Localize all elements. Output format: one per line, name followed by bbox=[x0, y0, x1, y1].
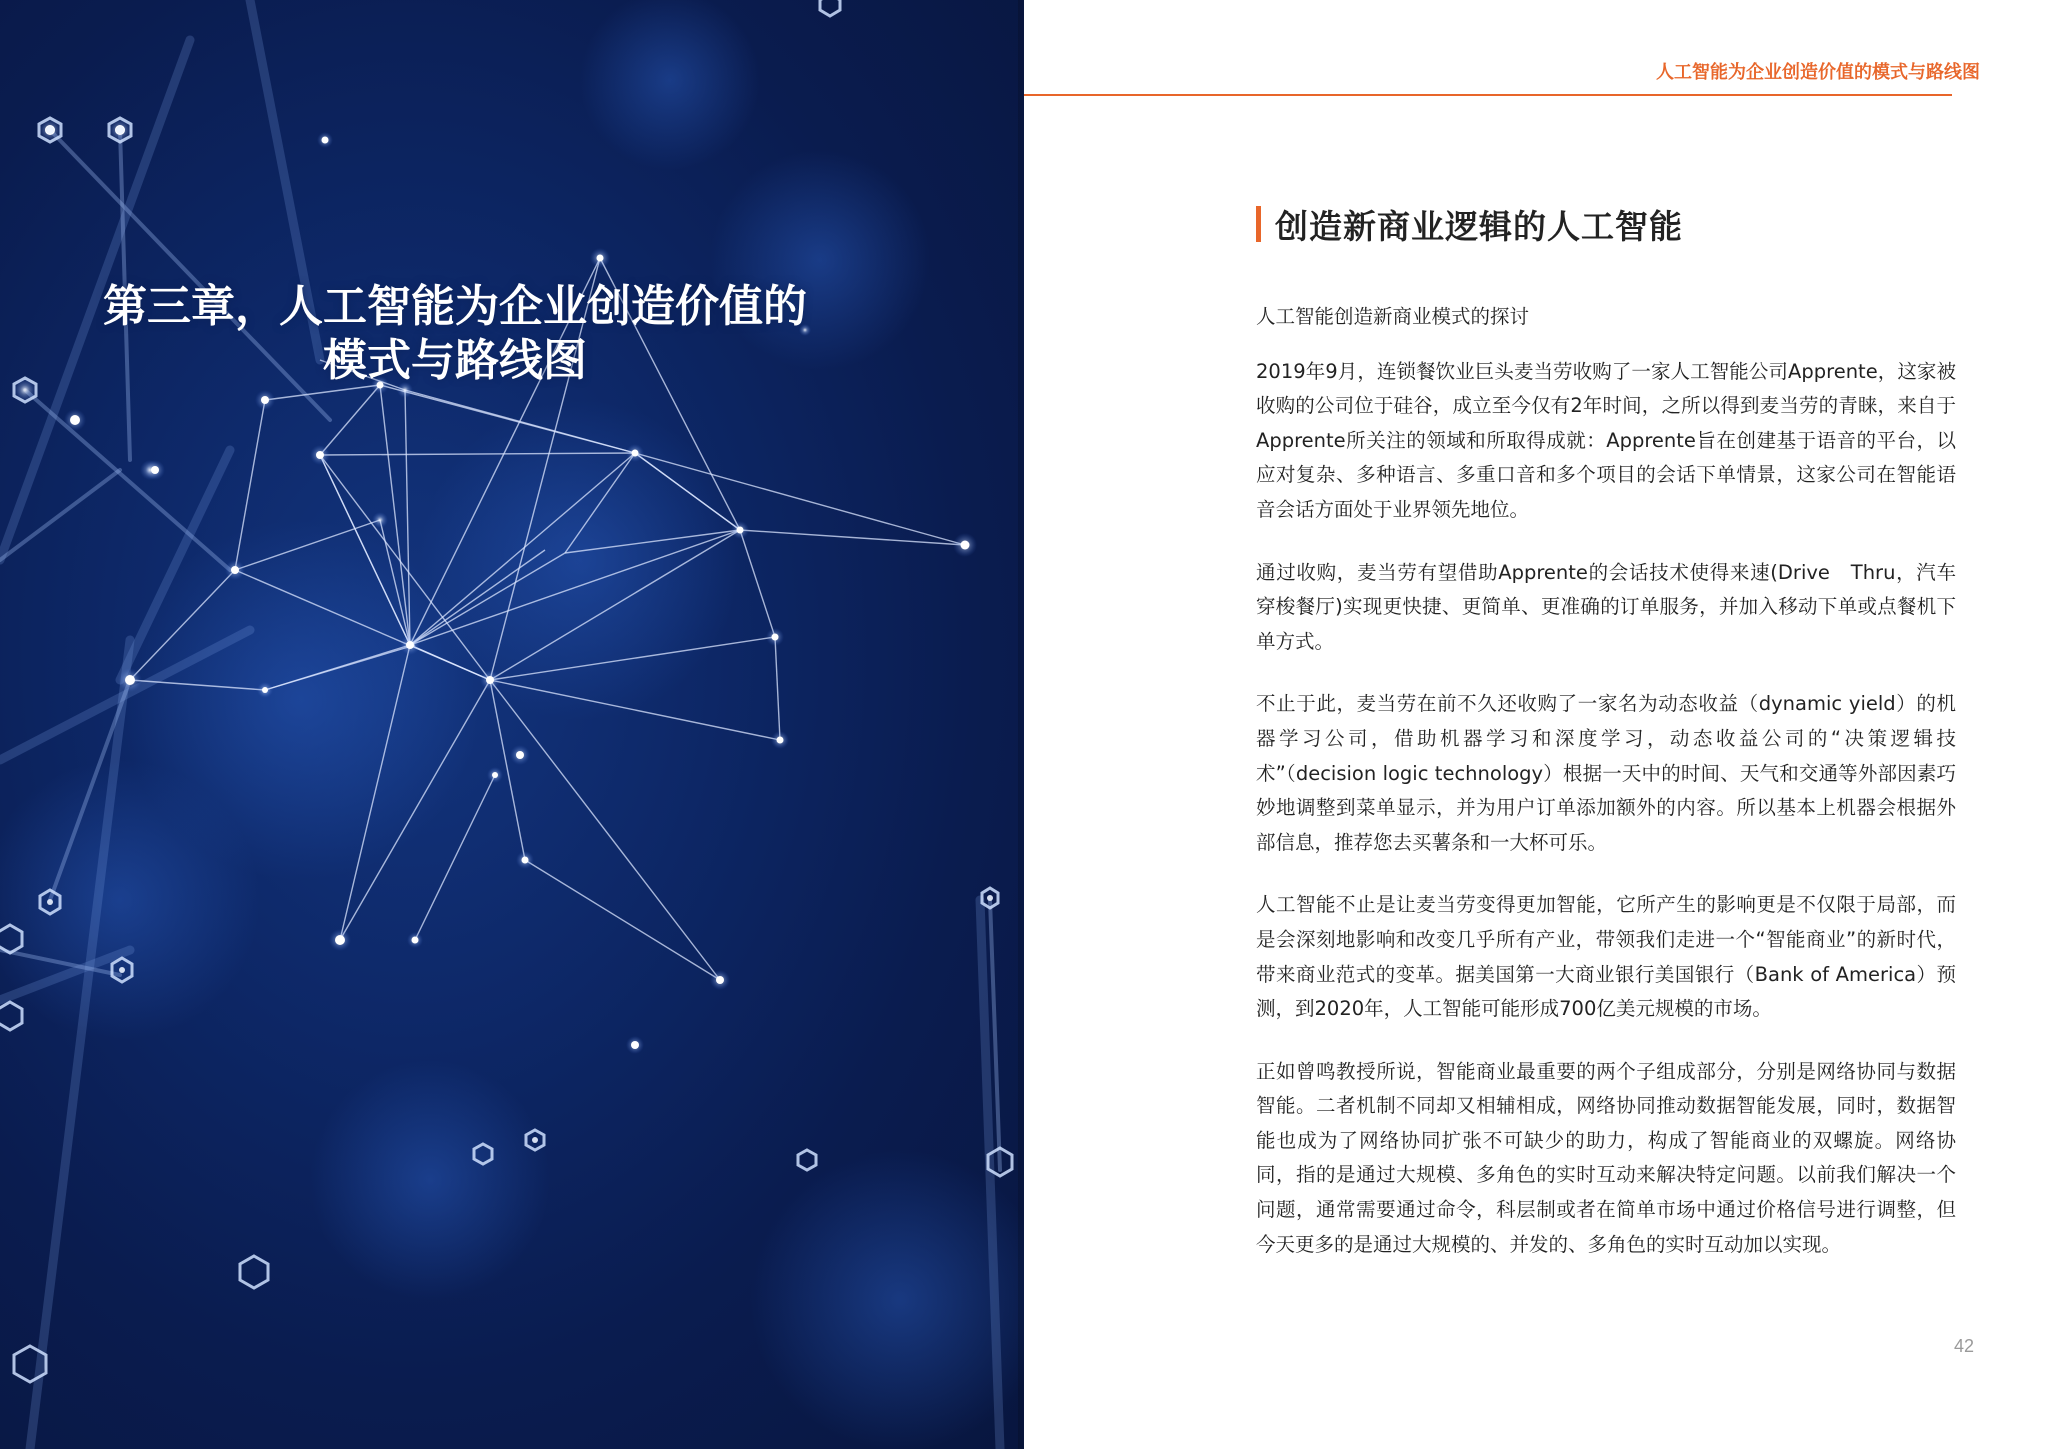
paragraph-3: 不止于此，麦当劳在前不久还收购了一家名为动态收益（dynamic yield）的机器学习公司，借助机器学习和深度学习，动态收益公司的“决策逻辑技术”（decision logic technology）根据一天中的时间、天气和交通等外部因素巧妙地调整到菜单显示，并为用户订单添加额外的内容。所以基本上机器会根据外部信息，推荐您去买薯条和一大杯可乐。 bbox=[1256, 692, 1956, 854]
page-number: 42 bbox=[1953, 1336, 1974, 1356]
chapter-title-line1: 第三章，人工智能为企业创造价值的 bbox=[103, 281, 807, 332]
paragraph-2: 通过收购，麦当劳有望借助Apprente的会话技术使得来速(Drive Thru，汽车穿梭餐厅)实现更快捷、更简单、更准确的订单服务，并加入移动下单或点餐机下单方式。 bbox=[1256, 560, 1956, 653]
section-heading-text: 创造新商业逻辑的人工智能 bbox=[1275, 206, 1683, 246]
section-subtitle: 人工智能创造新商业模式的探讨 bbox=[1256, 305, 1530, 328]
section-heading bbox=[1256, 204, 1683, 244]
heading-accent-bar bbox=[1256, 206, 1261, 242]
body-text bbox=[1256, 300, 1956, 1290]
chapter-title-line2: 模式与路线图 bbox=[323, 335, 587, 386]
content-page bbox=[1024, 0, 2048, 1449]
paragraph-1: 2019年9月，连锁餐饮业巨头麦当劳收购了一家人工智能公司Apprente，这家被收购的公司位于硅谷，成立至今仅有2年时间，之所以得到麦当劳的青睐，来自于Apprente所关注的领域和所取得成就：Apprente旨在创建基于语音的平台，以应对复杂、多种语言、多重口音和多个项目的会话下单情景，这家公司在智能语音会话方面处于业界领先地位。 bbox=[1256, 359, 1956, 521]
running-header: 人工智能为企业创造价值的模式与路线图 bbox=[1656, 62, 1980, 83]
paragraph-5: 正如曾鸣教授所说，智能商业最重要的两个子组成部分，分别是网络协同与数据智能。二者机制不同却又相辅相成，网络协同推动数据智能发展，同时，数据智能也成为了网络协同扩张不可缺少的助力，构成了智能商业的双螺旋。网络协同，指的是通过大规模、多角色的实时互动来解决特定问题。以前我们解决一个问题，通常需要通过命令，科层制或者在简单市场中通过价格信号进行调整，但今天更多的是通过大规模的、并发的、多角色的实时互动加以实现。 bbox=[1256, 1059, 1956, 1256]
chapter-title bbox=[0, 280, 900, 388]
header-rule bbox=[1024, 94, 1952, 96]
paragraph-4: 人工智能不止是让麦当劳变得更加智能，它所产生的影响更是不仅限于局部，而是会深刻地影响和改变几乎所有产业，带领我们走进一个“智能商业”的新时代，带来商业范式的变革。据美国第一大商业银行美国银行（Bank of America）预测，到2020年，人工智能可能形成700亿美元规模的市场。 bbox=[1256, 893, 1956, 1021]
